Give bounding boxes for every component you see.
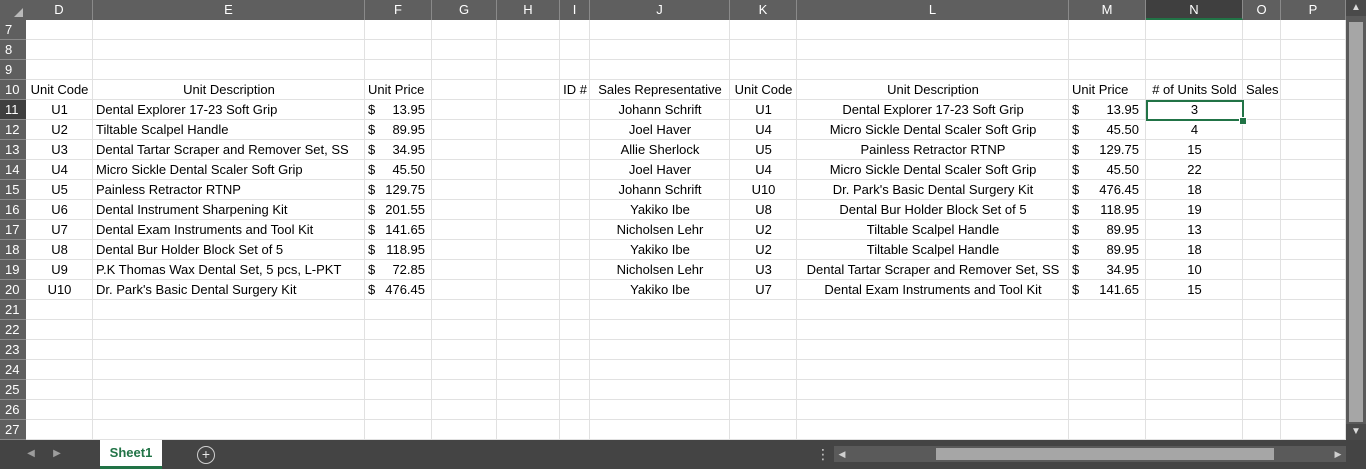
units-sold-cell[interactable]: 22 xyxy=(1187,162,1202,177)
unit-description-cell[interactable]: Dr. Park's Basic Dental Surgery Kit xyxy=(96,282,297,297)
unit-price-cell[interactable] xyxy=(1069,240,1142,260)
unit-code-cell[interactable]: U8 xyxy=(51,242,68,257)
row-header-22[interactable]: 22 xyxy=(0,320,26,340)
unit-price-cell[interactable] xyxy=(1069,140,1142,160)
unit-description-cell[interactable]: Tiltable Scalpel Handle xyxy=(96,122,229,137)
column-gridline xyxy=(496,20,497,440)
sales-rep-cell[interactable]: Johann Schrift xyxy=(618,102,702,117)
vertical-dots-icon[interactable]: ⋮ xyxy=(816,446,830,462)
sales-rep-cell[interactable]: Joel Haver xyxy=(628,162,692,177)
price-value: 141.65 xyxy=(1099,282,1139,297)
column-header-e[interactable]: E xyxy=(93,0,365,20)
column-header-f[interactable]: F xyxy=(365,0,432,20)
column-header-m[interactable]: M xyxy=(1069,0,1146,20)
unit-price-cell[interactable] xyxy=(365,140,428,160)
chevron-right-icon[interactable]: ▶ xyxy=(53,448,61,459)
unit-price-cell[interactable] xyxy=(365,160,428,180)
unit-price-cell[interactable] xyxy=(365,200,428,220)
unit-code-cell[interactable]: U10 xyxy=(751,182,776,197)
currency-symbol: $ xyxy=(1072,182,1080,197)
currency-symbol: $ xyxy=(1072,222,1080,237)
unit-code-cell[interactable]: U5 xyxy=(755,142,772,157)
price-value: 118.95 xyxy=(386,242,425,257)
horizontal-scroll-thumb[interactable] xyxy=(936,448,1274,460)
row-header-12[interactable]: 12 xyxy=(0,120,26,140)
header-unit-description-2[interactable]: Unit Description xyxy=(887,82,979,97)
currency-symbol: $ xyxy=(1072,262,1080,277)
sales-rep-cell[interactable]: Yakiko Ibe xyxy=(630,282,690,297)
price-value: 13.95 xyxy=(1106,102,1139,117)
row-header-13[interactable]: 13 xyxy=(0,140,26,160)
unit-code-cell[interactable]: U6 xyxy=(51,202,68,217)
unit-description-cell[interactable]: Dental Exam Instruments and Tool Kit xyxy=(96,222,314,237)
unit-price-cell[interactable] xyxy=(1069,100,1142,120)
price-value: 89.95 xyxy=(392,122,425,137)
column-header-o[interactable]: O xyxy=(1243,0,1281,20)
unit-price-cell[interactable] xyxy=(365,220,428,240)
row-header-11[interactable]: 11 xyxy=(0,100,26,120)
selected-cell-border xyxy=(1146,100,1244,121)
units-sold-cell[interactable]: 15 xyxy=(1187,282,1202,297)
row-gridline xyxy=(26,59,1346,60)
unit-code-cell[interactable]: U3 xyxy=(51,142,68,157)
row-gridline xyxy=(26,359,1346,360)
header-sales[interactable]: Sales xyxy=(1246,82,1279,97)
row-header-26[interactable]: 26 xyxy=(0,400,26,420)
unit-price-cell[interactable] xyxy=(365,120,428,140)
unit-description-cell[interactable]: Painless Retractor RTNP xyxy=(96,182,241,197)
horizontal-scrollbar[interactable] xyxy=(834,446,1346,462)
unit-description-cell[interactable]: Dental Explorer 17-23 Soft Grip xyxy=(842,102,1024,117)
currency-symbol: $ xyxy=(368,142,376,157)
unit-description-cell[interactable]: Tiltable Scalpel Handle xyxy=(866,242,1000,257)
sheet-tab-sheet1[interactable]: Sheet1 xyxy=(100,440,162,469)
sales-rep-cell[interactable]: Yakiko Ibe xyxy=(630,242,690,257)
price-value: 45.50 xyxy=(1106,122,1139,137)
row-gridline xyxy=(26,399,1346,400)
unit-price-cell[interactable] xyxy=(365,100,428,120)
sales-rep-cell[interactable]: Nicholsen Lehr xyxy=(616,262,704,277)
row-header-19[interactable]: 19 xyxy=(0,260,26,280)
unit-code-cell[interactable]: U4 xyxy=(51,162,68,177)
row-header-9[interactable]: 9 xyxy=(0,60,26,80)
unit-description-cell[interactable]: Dental Instrument Sharpening Kit xyxy=(96,202,288,217)
row-header-17[interactable]: 17 xyxy=(0,220,26,240)
currency-symbol: $ xyxy=(1072,242,1080,257)
currency-symbol: $ xyxy=(368,102,376,117)
price-value: 45.50 xyxy=(392,162,425,177)
units-sold-cell[interactable]: 15 xyxy=(1187,142,1202,157)
row-gridline xyxy=(26,39,1346,40)
currency-symbol: $ xyxy=(368,162,376,177)
unit-code-cell[interactable]: U2 xyxy=(755,222,772,237)
vertical-scrollbar[interactable] xyxy=(1346,0,1366,440)
header-units-sold[interactable]: # of Units Sold xyxy=(1152,82,1237,97)
chevron-left-icon[interactable]: ◀ xyxy=(27,448,35,459)
price-value: 476.45 xyxy=(1099,182,1139,197)
column-header-i[interactable]: I xyxy=(560,0,590,20)
unit-code-cell[interactable]: U2 xyxy=(755,242,772,257)
row-header-25[interactable]: 25 xyxy=(0,380,26,400)
price-value: 129.75 xyxy=(1099,142,1139,157)
unit-price-cell[interactable] xyxy=(1069,280,1142,300)
currency-symbol: $ xyxy=(368,222,376,237)
row-header-8[interactable]: 8 xyxy=(0,40,26,60)
sales-rep-cell[interactable]: Yakiko Ibe xyxy=(630,202,690,217)
row-header-18[interactable]: 18 xyxy=(0,240,26,260)
unit-price-cell[interactable] xyxy=(1069,120,1142,140)
row-header-10[interactable]: 10 xyxy=(0,80,26,100)
price-value: 118.95 xyxy=(1100,202,1139,217)
unit-description-cell[interactable]: Dental Bur Holder Block Set of 5 xyxy=(96,242,284,257)
plus-circle-icon[interactable]: + xyxy=(197,446,215,464)
row-header-21[interactable]: 21 xyxy=(0,300,26,320)
currency-symbol: $ xyxy=(1072,122,1080,137)
header-id[interactable]: ID # xyxy=(563,82,587,97)
price-value: 72.85 xyxy=(392,262,425,277)
header-unit-code[interactable]: Unit Code xyxy=(30,82,89,97)
unit-price-cell[interactable] xyxy=(365,260,428,280)
units-sold-cell[interactable]: 4 xyxy=(1190,122,1199,137)
select-all-triangle-icon[interactable] xyxy=(0,0,26,20)
column-header-p[interactable]: P xyxy=(1281,0,1346,20)
unit-price-cell[interactable] xyxy=(365,240,428,260)
price-value: 89.95 xyxy=(1106,222,1139,237)
currency-symbol: $ xyxy=(1072,202,1080,217)
units-sold-cell[interactable]: 3 xyxy=(1190,102,1199,117)
unit-description-cell[interactable]: P.K Thomas Wax Dental Set, 5 pcs, L-PKT xyxy=(96,262,342,277)
column-header-k[interactable]: K xyxy=(730,0,797,20)
row-header-14[interactable]: 14 xyxy=(0,160,26,180)
price-value: 13.95 xyxy=(392,102,425,117)
price-value: 45.50 xyxy=(1106,162,1139,177)
units-sold-cell[interactable]: 13 xyxy=(1187,222,1202,237)
unit-code-cell[interactable]: U2 xyxy=(51,122,68,137)
price-value: 201.55 xyxy=(385,202,425,217)
unit-description-cell[interactable]: Painless Retractor RTNP xyxy=(860,142,1006,157)
currency-symbol: $ xyxy=(368,122,376,137)
row-gridline xyxy=(26,379,1346,380)
currency-symbol: $ xyxy=(368,262,376,277)
currency-symbol: $ xyxy=(368,282,376,297)
unit-price-cell[interactable] xyxy=(1069,180,1142,200)
row-header-23[interactable]: 23 xyxy=(0,340,26,360)
unit-code-cell[interactable]: U1 xyxy=(755,102,772,117)
currency-symbol: $ xyxy=(368,182,376,197)
column-header-l[interactable]: L xyxy=(797,0,1069,20)
sales-rep-cell[interactable]: Joel Haver xyxy=(628,122,692,137)
arrow-left-icon[interactable]: ◀ xyxy=(838,449,846,459)
fill-handle[interactable] xyxy=(1239,117,1247,125)
header-unit-price-2[interactable]: Unit Price xyxy=(1072,82,1129,97)
row-header-15[interactable]: 15 xyxy=(0,180,26,200)
unit-price-cell[interactable] xyxy=(365,180,428,200)
currency-symbol: $ xyxy=(368,202,376,217)
header-unit-description[interactable]: Unit Description xyxy=(183,82,275,97)
unit-code-cell[interactable]: U4 xyxy=(755,122,772,137)
unit-code-cell[interactable]: U8 xyxy=(755,202,772,217)
currency-symbol: $ xyxy=(1072,142,1080,157)
currency-symbol: $ xyxy=(1072,102,1080,117)
header-unit-price[interactable]: Unit Price xyxy=(368,82,425,97)
currency-symbol: $ xyxy=(368,242,376,257)
unit-code-cell[interactable]: U10 xyxy=(47,282,72,297)
column-header-d[interactable]: D xyxy=(26,0,93,20)
unit-description-cell[interactable]: Dr. Park's Basic Dental Surgery Kit xyxy=(832,182,1034,197)
units-sold-cell[interactable]: 10 xyxy=(1187,262,1202,277)
units-sold-cell[interactable]: 19 xyxy=(1187,202,1202,217)
row-header-27[interactable]: 27 xyxy=(0,420,26,440)
price-value: 476.45 xyxy=(385,282,425,297)
arrow-up-icon[interactable]: ▲ xyxy=(1346,0,1366,16)
row-gridline xyxy=(26,319,1346,320)
sales-rep-cell[interactable]: Nicholsen Lehr xyxy=(616,222,704,237)
arrow-right-icon[interactable]: ▶ xyxy=(1334,449,1342,459)
price-value: 89.95 xyxy=(1106,242,1139,257)
unit-code-cell[interactable]: U7 xyxy=(51,222,68,237)
price-value: 141.65 xyxy=(385,222,425,237)
unit-description-cell[interactable]: Tiltable Scalpel Handle xyxy=(866,222,1000,237)
row-gridline xyxy=(26,339,1346,340)
column-header-h[interactable]: H xyxy=(497,0,560,20)
row-gridline xyxy=(26,419,1346,420)
vertical-scroll-thumb[interactable] xyxy=(1349,22,1363,422)
unit-price-cell[interactable] xyxy=(1069,260,1142,280)
row-header-20[interactable]: 20 xyxy=(0,280,26,300)
row-header-24[interactable]: 24 xyxy=(0,360,26,380)
header-sales-representative[interactable]: Sales Representative xyxy=(598,82,722,97)
unit-price-cell[interactable] xyxy=(1069,220,1142,240)
unit-description-cell[interactable]: Micro Sickle Dental Scaler Soft Grip xyxy=(829,162,1037,177)
unit-description-cell[interactable]: Dental Bur Holder Block Set of 5 xyxy=(839,202,1027,217)
row-header-16[interactable]: 16 xyxy=(0,200,26,220)
currency-symbol: $ xyxy=(1072,282,1080,297)
sales-rep-cell[interactable]: Johann Schrift xyxy=(618,182,702,197)
row-header-7[interactable]: 7 xyxy=(0,20,26,40)
unit-description-cell[interactable]: Dental Exam Instruments and Tool Kit xyxy=(824,282,1042,297)
price-value: 34.95 xyxy=(392,142,425,157)
arrow-down-icon[interactable]: ▼ xyxy=(1346,424,1366,440)
sheet-tab-bar xyxy=(0,440,1366,469)
header-unit-code-2[interactable]: Unit Code xyxy=(734,82,793,97)
unit-description-cell[interactable]: Dental Tartar Scraper and Remover Set, SS xyxy=(806,262,1060,277)
column-header-n[interactable]: N xyxy=(1146,0,1243,20)
unit-code-cell[interactable]: U4 xyxy=(755,162,772,177)
unit-code-cell[interactable]: U1 xyxy=(51,102,68,117)
unit-description-cell[interactable]: Micro Sickle Dental Scaler Soft Grip xyxy=(96,162,303,177)
units-sold-cell[interactable]: 18 xyxy=(1187,182,1202,197)
unit-price-cell[interactable] xyxy=(1069,200,1142,220)
unit-description-cell[interactable]: Dental Explorer 17-23 Soft Grip xyxy=(96,102,278,117)
currency-symbol: $ xyxy=(1072,162,1080,177)
unit-price-cell[interactable] xyxy=(1069,160,1142,180)
unit-code-cell[interactable]: U3 xyxy=(755,262,772,277)
column-header-g[interactable]: G xyxy=(432,0,497,20)
unit-code-cell[interactable]: U5 xyxy=(51,182,68,197)
unit-description-cell[interactable]: Micro Sickle Dental Scaler Soft Grip xyxy=(829,122,1037,137)
price-value: 129.75 xyxy=(385,182,425,197)
column-header-j[interactable]: J xyxy=(590,0,730,20)
price-value: 34.95 xyxy=(1106,262,1139,277)
unit-price-cell[interactable] xyxy=(365,280,428,300)
unit-code-cell[interactable]: U9 xyxy=(51,262,68,277)
unit-code-cell[interactable]: U7 xyxy=(755,282,772,297)
unit-description-cell[interactable]: Dental Tartar Scraper and Remover Set, SS xyxy=(96,142,349,157)
sales-rep-cell[interactable]: Allie Sherlock xyxy=(620,142,700,157)
units-sold-cell[interactable]: 18 xyxy=(1187,242,1202,257)
